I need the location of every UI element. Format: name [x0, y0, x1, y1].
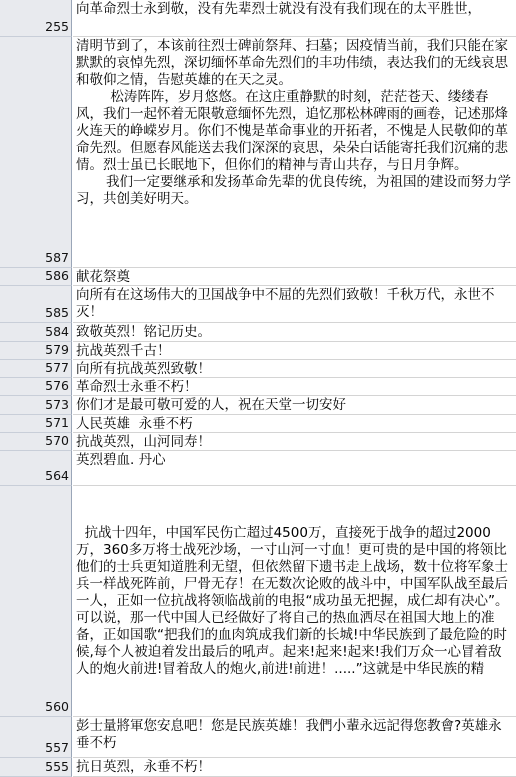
- row-header[interactable]: [0, 396, 72, 415]
- table-cell[interactable]: [73, 717, 516, 758]
- table-row[interactable]: [0, 415, 516, 433]
- cell-text: 人民英雄 永垂不朽: [76, 416, 193, 432]
- table-row[interactable]: [0, 378, 516, 396]
- cell-text: 献花祭奠: [76, 269, 130, 285]
- table-row[interactable]: [0, 0, 516, 37]
- table-row[interactable]: [0, 342, 516, 360]
- table-cell[interactable]: [73, 378, 516, 396]
- row-header[interactable]: [0, 0, 72, 37]
- row-header[interactable]: [0, 378, 72, 396]
- row-number: 576: [45, 378, 69, 393]
- cell-text: 致敬英烈！铭记历史。: [76, 324, 211, 340]
- row-header[interactable]: [0, 268, 72, 286]
- row-header[interactable]: [0, 286, 72, 323]
- table-row[interactable]: [0, 323, 516, 342]
- cell-text: 抗战英烈千古！: [76, 343, 171, 359]
- table-cell[interactable]: [73, 323, 516, 342]
- table-row[interactable]: [0, 758, 516, 777]
- row-number: 587: [45, 250, 69, 265]
- cell-text: 向革命烈士永到敬，没有先辈烈士就没有没有我们现在的太平胜世，: [76, 1, 481, 17]
- row-number: 571: [45, 415, 69, 430]
- table-row[interactable]: [0, 37, 516, 268]
- row-header[interactable]: [0, 758, 72, 777]
- table-row[interactable]: [0, 717, 516, 758]
- table-row[interactable]: [0, 486, 516, 717]
- row-header[interactable]: [0, 451, 72, 486]
- row-header[interactable]: [0, 360, 72, 378]
- row-number: 560: [45, 699, 69, 714]
- row-header[interactable]: [0, 37, 72, 268]
- table-cell[interactable]: [73, 286, 516, 323]
- table-cell[interactable]: [73, 342, 516, 360]
- table-row[interactable]: [0, 286, 516, 323]
- table-cell[interactable]: [73, 433, 516, 451]
- cell-text: 英烈碧血. 丹心: [76, 452, 166, 468]
- cell-text: 你们才是最可敬可爱的人，祝在天堂一切安好: [76, 397, 346, 413]
- table-row[interactable]: [0, 396, 516, 415]
- row-number: 579: [45, 342, 69, 357]
- row-number: 585: [45, 305, 69, 320]
- table-cell[interactable]: [73, 360, 516, 378]
- cell-text: 向所有在这场伟大的卫国战争中不屈的先烈们致敬！千秋万代，永世不灭！: [76, 287, 495, 320]
- row-number: 564: [45, 468, 69, 483]
- cell-text: 抗日英烈，永垂不朽！: [76, 759, 211, 775]
- cell-text: 向所有抗战英烈致敬！: [76, 361, 211, 377]
- table-row[interactable]: [0, 360, 516, 378]
- row-number: 555: [45, 759, 69, 774]
- table-cell[interactable]: [73, 0, 516, 37]
- row-header[interactable]: [0, 342, 72, 360]
- row-number: 584: [45, 324, 69, 339]
- table-row[interactable]: [0, 433, 516, 451]
- cell-text: 彭士量將軍您安息吧！您是民族英雄！我們小輩永远記得您教會?英雄永垂不朽: [76, 718, 502, 751]
- table-cell[interactable]: [73, 268, 516, 286]
- row-header[interactable]: [0, 486, 72, 717]
- table-cell[interactable]: [73, 37, 516, 268]
- table-row[interactable]: [0, 268, 516, 286]
- row-number: 573: [45, 397, 69, 412]
- row-header[interactable]: [0, 717, 72, 758]
- cell-text: 清明节到了，本该前往烈士碑前祭拜、扫墓；因疫情当前，我们只能在家默默的哀悼先烈，深切缅怀革命先烈们的丰功伟绩，表达我们的无线哀思和敬仰之情，告慰英雄的在天之灵。 松涛阵阵，岁月悠悠。在这庄重静默的时刻，茫茫苍天、缕缕春风，我们一起怀着无限敬意缅怀先烈，追忆那松林碑雨的画卷，记述那烽火连天的峥嵘岁月。你们不愧是革命事业的开拓者，不愧是人民敬仰的革命先烈。但愿春风能送去我们深深的哀思，朵朵白话能寄托我们沉痛的悲情。烈士虽已长眠地下，但你们的精神与青山共存，与日月争辉。 我们一定要继承和发扬革命先辈的优良传统，为祖国的建设而努力学习，共创美好明天。: [76, 38, 512, 207]
- table-cell[interactable]: [73, 451, 516, 486]
- cell-text: 革命烈士永垂不朽！: [76, 379, 198, 395]
- row-number: 557: [45, 740, 69, 755]
- table-row[interactable]: [0, 451, 516, 486]
- cell-text: 抗战英烈，山河同寿！: [76, 434, 211, 450]
- row-number: 570: [45, 433, 69, 448]
- table-cell[interactable]: [73, 415, 516, 433]
- row-number: 586: [45, 268, 69, 283]
- row-header[interactable]: [0, 415, 72, 433]
- table-cell[interactable]: [73, 486, 516, 717]
- table-cell[interactable]: [73, 758, 516, 777]
- row-number: 255: [45, 19, 69, 34]
- row-header[interactable]: [0, 323, 72, 342]
- table-cell[interactable]: [73, 396, 516, 415]
- cell-text: 抗战十四年，中国军民伤亡超过4500万，直接死于战争的超过2000万，360多万将士战死沙场，一寸山河一寸血！更可贵的是中国的将领比他们的士兵更知道胜利无望，但依然留下遗书走上战场，数十位将军象士兵一样战死阵前，尸骨无存！在无数次论败的战斗中，中国军队战至最后一人，正如一位抗战将领临战前的电报“成功虽无把握，成仁却有决心”。可以说，那一代中国人已经做好了将自己的热血洒尽在祖国大地上的准备，正如国歌“把我们的血肉筑成我们新的长城!中华民族到了最危险的时候,每个人被迫着发出最后的吼声。起来!起来!起来!我们万众一心冒着敌人的炮火前进!冒着敌人的炮火,前进!前进！.....”这就是中华民族的精: [76, 525, 509, 677]
- row-number: 577: [45, 360, 69, 375]
- row-header[interactable]: [0, 433, 72, 451]
